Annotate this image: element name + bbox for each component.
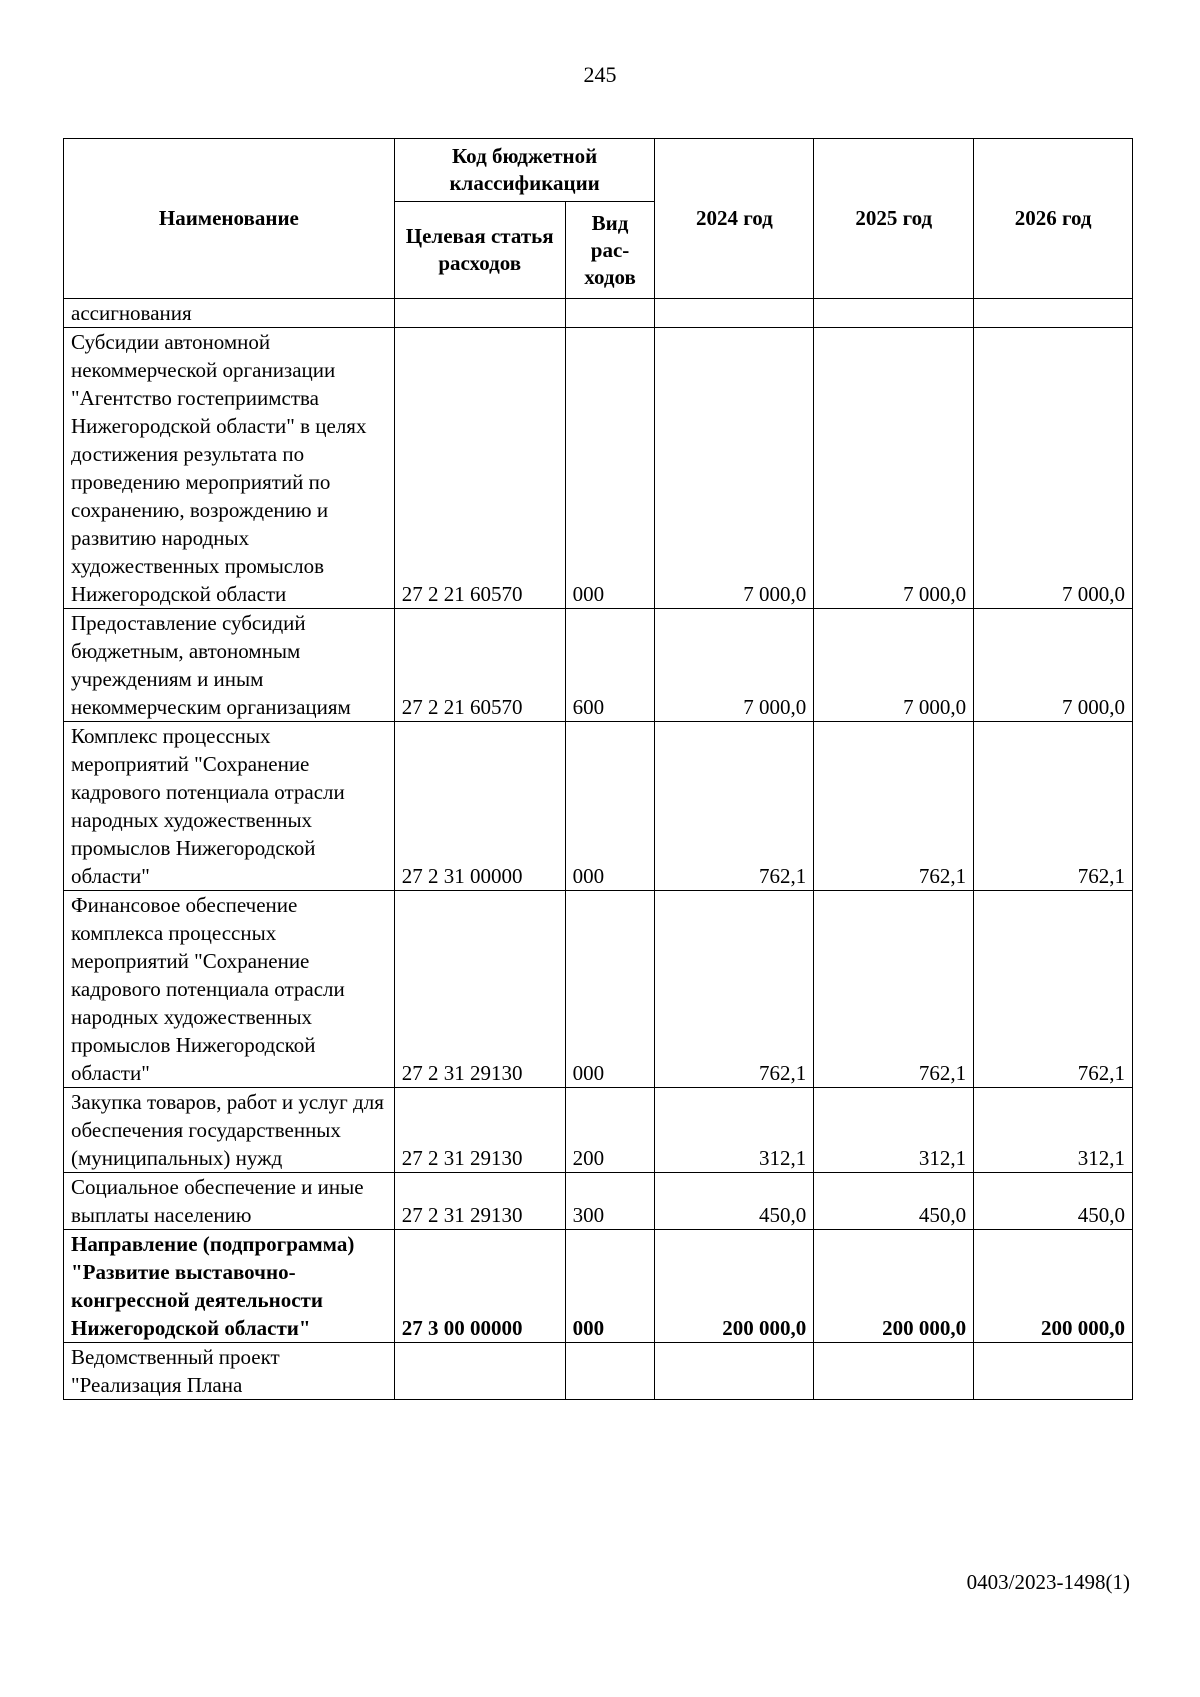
row-target-article: 27 2 21 60570 bbox=[394, 328, 565, 609]
row-target-article bbox=[394, 299, 565, 328]
row-amount-2024: 312,1 bbox=[655, 1088, 814, 1173]
table-row bbox=[64, 609, 1133, 722]
header-year-2025: 2025 год bbox=[814, 139, 974, 299]
row-target-article: 27 2 31 29130 bbox=[394, 1173, 565, 1230]
row-expense-type: 000 bbox=[565, 722, 655, 891]
row-amount-2025: 762,1 bbox=[814, 722, 974, 891]
header-target-article: Целевая статья расходов bbox=[394, 202, 565, 299]
row-target-article: 27 2 31 00000 bbox=[394, 722, 565, 891]
row-amount-2024: 7 000,0 bbox=[655, 609, 814, 722]
table-row bbox=[64, 1230, 1133, 1343]
row-amount-2026: 7 000,0 bbox=[974, 609, 1133, 722]
row-name: Социальное обеспечение и иные выплаты населению bbox=[64, 1173, 395, 1230]
table-row bbox=[64, 1088, 1133, 1173]
row-amount-2025: 200 000,0 bbox=[814, 1230, 974, 1343]
document-code: 0403/2023-1498(1) bbox=[966, 1570, 1130, 1594]
row-name: ассигнования bbox=[64, 299, 395, 328]
row-amount-2026: 7 000,0 bbox=[974, 328, 1133, 609]
row-target-article: 27 2 31 29130 bbox=[394, 1088, 565, 1173]
row-amount-2024: 450,0 bbox=[655, 1173, 814, 1230]
page-number: 245 bbox=[583, 62, 617, 87]
row-amount-2024: 762,1 bbox=[655, 891, 814, 1088]
header-row-1 bbox=[64, 139, 1133, 202]
row-amount-2024: 7 000,0 bbox=[655, 328, 814, 609]
table-row bbox=[64, 1343, 1133, 1400]
row-amount-2024 bbox=[655, 299, 814, 328]
row-amount-2026: 200 000,0 bbox=[974, 1230, 1133, 1343]
row-name: Закупка товаров, работ и услуг для обеспечения государственных (муниципальных) нужд bbox=[64, 1088, 395, 1173]
row-expense-type bbox=[565, 1343, 655, 1400]
table-body bbox=[64, 299, 1133, 1400]
row-expense-type: 200 bbox=[565, 1088, 655, 1173]
row-amount-2025: 450,0 bbox=[814, 1173, 974, 1230]
row-name: Финансовое обеспечение комплекса процессных мероприятий "Сохранение кадрового потенциала отрасли народных художественных промыслов Нижегородской области" bbox=[64, 891, 395, 1088]
row-amount-2026 bbox=[974, 299, 1133, 328]
header-year-2026: 2026 год bbox=[974, 139, 1133, 299]
row-name: Комплекс процессных мероприятий "Сохранение кадрового потенциала отрасли народных художественных промыслов Нижегородской области" bbox=[64, 722, 395, 891]
row-target-article: 27 3 00 00000 bbox=[394, 1230, 565, 1343]
header-code-group: Код бюджетной классификации bbox=[394, 139, 655, 202]
header-expense-type: Вид рас-ходов bbox=[565, 202, 655, 299]
row-expense-type bbox=[565, 299, 655, 328]
budget-table bbox=[63, 138, 1133, 1400]
row-amount-2025 bbox=[814, 1343, 974, 1400]
row-name: Направление (подпрограмма) "Развитие выставочно-конгрессной деятельности Нижегородской области" bbox=[64, 1230, 395, 1343]
table-row bbox=[64, 722, 1133, 891]
row-name: Предоставление субсидий бюджетным, автономным учреждениям и иным некоммерческим организациям bbox=[64, 609, 395, 722]
row-expense-type: 600 bbox=[565, 609, 655, 722]
row-expense-type: 000 bbox=[565, 1230, 655, 1343]
row-amount-2026 bbox=[974, 1343, 1133, 1400]
header-year-2024: 2024 год bbox=[655, 139, 814, 299]
row-amount-2025: 312,1 bbox=[814, 1088, 974, 1173]
row-name: Субсидии автономной некоммерческой организации "Агентство гостеприимства Нижегородской области" в целях достижения результата по проведению мероприятий по сохранению, возрождению и развитию народных художественных промыслов Нижегородской области bbox=[64, 328, 395, 609]
row-target-article bbox=[394, 1343, 565, 1400]
row-amount-2025: 7 000,0 bbox=[814, 328, 974, 609]
row-amount-2026: 312,1 bbox=[974, 1088, 1133, 1173]
table-row bbox=[64, 891, 1133, 1088]
row-amount-2025 bbox=[814, 299, 974, 328]
row-amount-2026: 762,1 bbox=[974, 891, 1133, 1088]
row-name: Ведомственный проект "Реализация Плана bbox=[64, 1343, 395, 1400]
row-target-article: 27 2 31 29130 bbox=[394, 891, 565, 1088]
row-expense-type: 000 bbox=[565, 891, 655, 1088]
row-amount-2026: 450,0 bbox=[974, 1173, 1133, 1230]
row-amount-2024: 200 000,0 bbox=[655, 1230, 814, 1343]
header-name: Наименование bbox=[64, 139, 395, 299]
row-amount-2025: 762,1 bbox=[814, 891, 974, 1088]
row-target-article: 27 2 21 60570 bbox=[394, 609, 565, 722]
row-expense-type: 300 bbox=[565, 1173, 655, 1230]
row-amount-2024 bbox=[655, 1343, 814, 1400]
row-expense-type: 000 bbox=[565, 328, 655, 609]
table-row bbox=[64, 299, 1133, 328]
row-amount-2026: 762,1 bbox=[974, 722, 1133, 891]
table-row bbox=[64, 1173, 1133, 1230]
row-amount-2024: 762,1 bbox=[655, 722, 814, 891]
table-row bbox=[64, 328, 1133, 609]
row-amount-2025: 7 000,0 bbox=[814, 609, 974, 722]
